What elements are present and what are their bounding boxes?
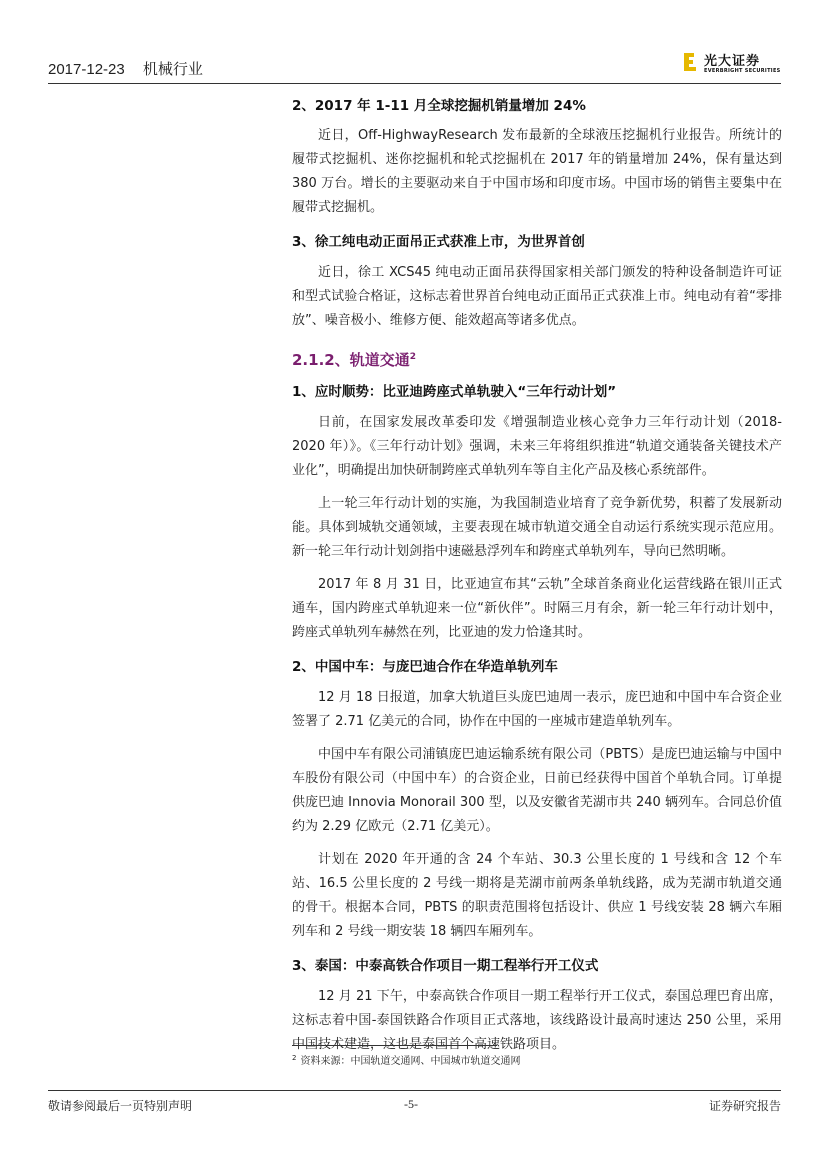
paragraph-crrc-2: 中国中车有限公司浦镇庞巴迪运输系统有限公司（PBTS）是庞巴迪运输与中国中车股份有限公司（中国中车）的合资企业，日前已经获得中国首个单轨合同。订单提供庞巴迪 Innovia Monorail 300 型，以及安徽省芜湖市共 240 辆列车。合同总价值约为 2.29 亿欧元（2.71 亿美元）。 (292, 747, 782, 834)
section-title-byd: 1、应时顺势：比亚迪跨座式单轨驶入“三年行动计划” (292, 384, 617, 400)
paragraph-thailand: 12 月 21 下午，中泰高铁合作项目一期工程举行开工仪式，泰国总理巴育出席，这标志着中国-泰国铁路合作项目正式落地，该线路设计最高时速达 250 公里，采用中国技术建造，这也是泰国首个高速铁路项目。 (292, 989, 782, 1052)
paragraph-byd-1: 日前，在国家发展改革委印发《增强制造业核心竞争力三年行动计划（2018-2020 年）》。《三年行动计划》强调，未来三年将组织推进“轨道交通装备关键技术产业化”，明确提出加快研制跨座式单轨列车等自主化产品及核心系统部件。 (292, 415, 782, 478)
footnote-text: 资料来源：中国轨道交通网、中国城市轨道交通网 (300, 1056, 521, 1067)
page-number: -5- (404, 1097, 418, 1111)
paragraph-byd-2: 上一轮三年行动计划的实施，为我国制造业培育了竞争新优势，积蓄了发展新动能。具体到城轨交通领域，主要表现在城市轨道交通全自动运行系统实现示范应用。新一轮三年行动计划剑指中速磁悬浮列车和跨座式单轨列车，导向已然明晰。 (292, 496, 782, 559)
paragraph-xcmg: 近日，徐工 XCS45 纯电动正面吊获得国家相关部门颁发的特种设备制造许可证和型式试验合格证，这标志着世界首台纯电动正面吊正式获准上市。纯电动有着“零排放”、噪音极小、维修方便、能效超高等诸多优点。 (292, 265, 782, 328)
page-header (48, 58, 203, 79)
header-divider (48, 83, 781, 84)
subsection-title-rail (292, 346, 782, 371)
section-title-xcmg: 3、徐工纯电动正面吊正式获准上市，为世界首创 (292, 234, 585, 250)
footnote (292, 1052, 520, 1067)
logo-mark-icon (682, 52, 698, 72)
section-title-thailand: 3、泰国：中泰高铁合作项目一期工程举行开工仪式 (292, 958, 599, 974)
report-date: 2017-12-23 (48, 61, 125, 78)
paragraph-byd-3: 2017 年 8 月 31 日，比亚迪宣布其“云轨”全球首条商业化运营线路在银川正式通车，国内跨座式单轨迎来一位“新伙伴”。时隔三月有余，新一轮三年行动计划中，跨座式单轨列车赫然在列，比亚迪的发力恰逢其时。 (292, 577, 782, 640)
footnote-divider (292, 1045, 497, 1046)
section-title-excavator: 2、2017 年 1-11 月全球挖掘机销量增加 24% (292, 98, 586, 114)
paragraph-crrc-1: 12 月 18 日报道，加拿大轨道巨头庞巴迪周一表示，庞巴迪和中国中车合资企业签署了 2.71 亿美元的合同，协作在中国的一座城市建造单轨列车。 (292, 690, 782, 729)
logo-text-en: EVERBRIGHT SECURITIES (704, 68, 781, 74)
section-title-crrc: 2、中国中车：与庞巴迪合作在华造单轨列车 (292, 659, 558, 675)
paragraph-excavator: 近日，Off-HighwayResearch 发布最新的全球液压挖掘机行业报告。所统计的履带式挖掘机、迷你挖掘机和轮式挖掘机在 2017 年的销量增加 24%，保有量达到 380 万台。增长的主要驱动来自于中国市场和印度市场。中国市场的销售主要集中在履带式挖掘机。 (292, 128, 782, 215)
logo-text-cn: 光大证券 (704, 54, 761, 69)
footer-divider (48, 1090, 781, 1091)
footer-disclaimer: 敬请参阅最后一页特别声明 (48, 1099, 193, 1113)
footnote-number: 2 (292, 1053, 297, 1062)
main-content (292, 94, 782, 1057)
paragraph-crrc-3: 计划在 2020 年开通的含 24 个车站、30.3 公里长度的 1 号线和含 12 个车站、16.5 公里长度的 2 号线一期将是芜湖市前两条单轨线路，成为芜湖市轨道交通的骨干。根据本合同，PBTS 的职责范围将包括设计、供应 1 号线安装 28 辆六车厢列车和 2 号线一期安装 18 辆四车厢列车。 (292, 852, 782, 939)
footer-report-type: 证券研究报告 (708, 1099, 781, 1113)
everbright-logo (682, 49, 792, 79)
footnote-ref: 2 (409, 352, 416, 362)
industry-name: 机械行业 (142, 61, 203, 78)
subsection-title-text: 2.1.2、轨道交通 (292, 351, 410, 369)
